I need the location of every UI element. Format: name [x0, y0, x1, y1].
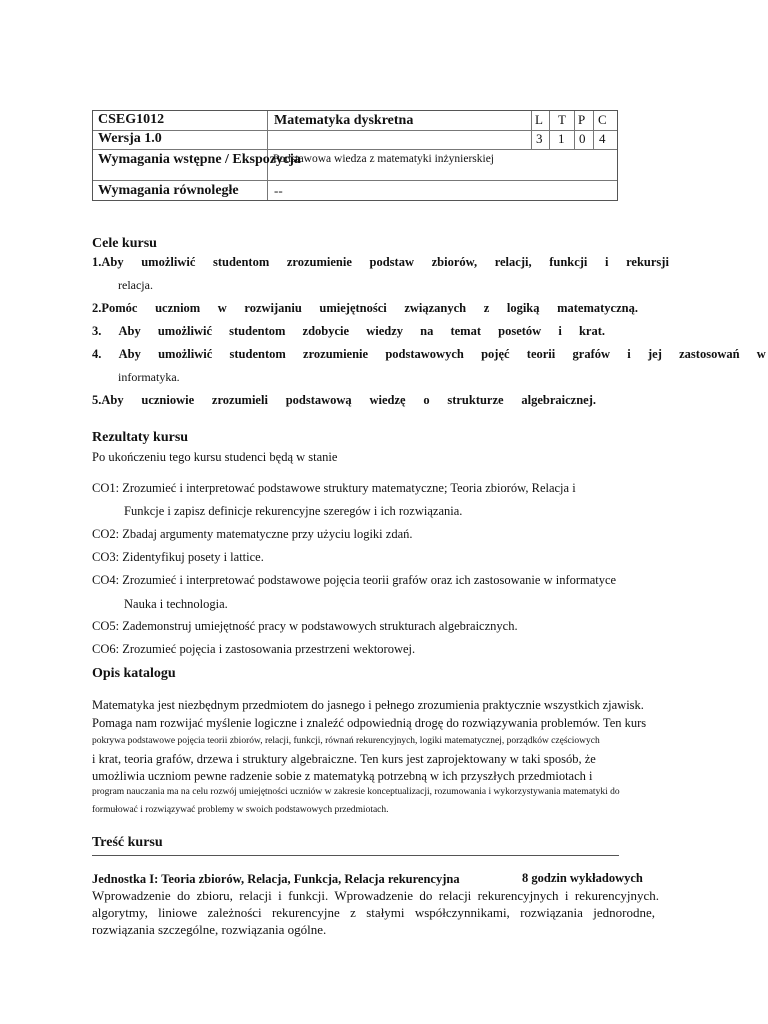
outcome-co4-cont: Nauka i technologia. — [124, 597, 228, 611]
outcomes-heading: Rezultaty kursu — [92, 430, 189, 445]
objective-word: w — [756, 347, 766, 361]
objective-item — [92, 255, 669, 270]
objective-word: algebraicznej. — [521, 393, 596, 407]
unit-hours: 8 godzin wykładowych — [522, 871, 643, 885]
objective-word: posetów — [498, 324, 542, 338]
row-divider — [93, 149, 617, 150]
catalog-line: pokrywa podstawowe pojęcia teorii zbiorów, relacji, funkcji, równań rekurencyjnych, logiki matematycznej, porządków częściowych — [92, 736, 600, 746]
objective-word: uczniowie — [141, 393, 195, 407]
row-divider — [93, 180, 617, 181]
corequisites-value: -- — [274, 183, 283, 198]
objective-item — [92, 393, 596, 408]
objective-word: relacji, — [494, 255, 532, 269]
course-header-table — [92, 110, 618, 201]
objective-word: grafów — [572, 347, 611, 361]
ltpc-label-c: C — [598, 112, 607, 127]
outcome-co2: CO2: Zbadaj argumenty matematyczne przy użyciu logiki zdań. — [92, 527, 413, 541]
objective-word: umożliwić — [158, 347, 213, 361]
outcomes-intro: Po ukończeniu tego kursu studenci będą w stanie — [92, 450, 338, 464]
objective-word: temat — [450, 324, 482, 338]
objective-word: na — [420, 324, 434, 338]
objective-word: rekursji — [626, 255, 669, 269]
outcome-co6: CO6: Zrozumieć pojęcia i zastosowania przestrzeni wektorowej. — [92, 642, 416, 656]
catalog-line: Pomaga nam rozwijać myślenie logiczne i znaleźć odpowiednią drogę do rozwiązywania problemów. Ten kurs — [92, 716, 647, 730]
prerequisites-label: Wymagania wstępne / Ekspozycja — [98, 152, 301, 167]
objective-word: zastosowań — [679, 347, 740, 361]
ltpc-value-t: 1 — [558, 131, 565, 146]
objective-word: podstawowych — [385, 347, 464, 361]
unit-line: algorytmy, liniowe zależności rekurencyjne z stałymi współczynnikami, rozwiązania jednorodne, — [92, 905, 655, 920]
objective-word: strukturze — [447, 393, 504, 407]
objective-word: i — [558, 324, 562, 338]
objective-word: matematyczną. — [557, 301, 638, 315]
column-divider — [549, 111, 550, 149]
corequisites-label: Wymagania równoległe — [98, 183, 239, 198]
column-divider — [574, 111, 575, 149]
catalog-line: umożliwia uczniom pewne radzenie sobie z matematyką potrzebną w ich przyszłych przedmiotach i — [92, 769, 593, 783]
ltpc-value-l: 3 — [536, 131, 543, 146]
catalog-line: formułować i rozwiązywać problemy w swoich podstawowych przedmiotach. — [92, 805, 389, 815]
objective-word: wiedzę — [369, 393, 406, 407]
objective-word: studentom — [229, 347, 286, 361]
objective-word: 3. — [92, 324, 102, 338]
objective-word: umożliwić — [157, 324, 213, 338]
objective-item-cont: relacja. — [118, 278, 153, 292]
objective-word: krat. — [578, 324, 605, 338]
objective-word: zrozumienie — [303, 347, 369, 361]
objective-word: 4. — [92, 347, 102, 361]
objective-word: studentom — [229, 324, 286, 338]
catalog-line: i krat, teoria grafów, drzewa i struktury algebraiczne. Ten kurs jest zaprojektowany w taki sposób, że — [92, 752, 596, 766]
objective-word: zrozumieli — [211, 393, 268, 407]
objective-word: związanych — [404, 301, 467, 315]
objective-item — [92, 347, 766, 362]
objective-word: Aby — [118, 324, 141, 338]
catalog-line: Matematyka jest niezbędnym przedmiotem do jasnego i pełnego zrozumienia praktycznie wszystkich zjawisk. — [92, 698, 644, 712]
outcome-co1-cont: Funkcje i zapisz definicje rekurencyjne szeregów i ich rozwiązania. — [124, 504, 463, 518]
objective-word: rozwijaniu — [244, 301, 302, 315]
content-heading: Treść kursu — [92, 835, 163, 850]
column-divider — [593, 111, 594, 149]
objective-word: 2.Pomóc — [92, 301, 138, 315]
objective-word: i — [627, 347, 631, 361]
objective-word: umiejętności — [319, 301, 387, 315]
objective-word: funkcji — [549, 255, 588, 269]
ltpc-value-c: 4 — [599, 131, 606, 146]
objective-word: 1.Aby — [92, 255, 124, 269]
unit-title: Jednostka I: Teoria zbiorów, Relacja, Funkcja, Relacja rekurencyjna — [92, 872, 460, 886]
objective-word: 5.Aby — [92, 393, 124, 407]
objective-word: studentom — [213, 255, 270, 269]
objective-word: uczniom — [155, 301, 201, 315]
objective-word: wiedzy — [366, 324, 404, 338]
outcome-co5: CO5: Zademonstruj umiejętność pracy w podstawowych strukturach algebraicznych. — [92, 619, 518, 633]
objective-word: i — [605, 255, 609, 269]
objective-word: zrozumienie — [286, 255, 352, 269]
ltpc-value-p: 0 — [579, 131, 586, 146]
ltpc-label-p: P — [578, 112, 586, 127]
objective-item — [92, 324, 605, 339]
ltpc-label-t: T — [558, 112, 566, 127]
objectives-heading: Cele kursu — [92, 236, 157, 251]
objective-item — [92, 301, 638, 316]
objective-word: teorii — [526, 347, 556, 361]
course-title: Matematyka dyskretna — [274, 113, 414, 128]
prerequisites-value: Podstawowa wiedza z matematyki inżynierskiej — [273, 153, 494, 165]
objective-word: o — [423, 393, 430, 407]
objective-word: z — [483, 301, 490, 315]
section-divider — [92, 855, 619, 856]
objective-word: zdobycie — [302, 324, 350, 338]
objective-word: podstawową — [285, 393, 352, 407]
objective-item-cont: informatyka. — [118, 370, 180, 384]
outcome-co1: CO1: Zrozumieć i interpretować podstawowe struktury matematyczne; Teoria zbiorów, Relacja i — [92, 481, 576, 495]
column-divider — [531, 111, 532, 149]
objective-word: podstaw — [369, 255, 414, 269]
unit-line: Wprowadzenie do zbioru, relacji i funkcji. Wprowadzenie do relacji rekurencyjnych i rekurencyjnych. — [92, 888, 659, 903]
outcome-co4: CO4: Zrozumieć i interpretować podstawowe pojęcia teorii grafów oraz ich zastosowanie w informatyce — [92, 573, 617, 587]
objective-word: logiką — [506, 301, 540, 315]
ltpc-label-l: L — [535, 112, 543, 127]
objective-word: w — [217, 301, 227, 315]
objective-word: jej — [648, 347, 662, 361]
catalog-heading: Opis katalogu — [92, 666, 176, 681]
unit-line: rozwiązania szczególne, rozwiązania ogólne. — [92, 922, 327, 937]
outcome-co3: CO3: Zidentyfikuj posety i lattice. — [92, 550, 264, 564]
objective-word: umożliwić — [141, 255, 196, 269]
course-code: CSEG1012 — [98, 112, 165, 127]
objective-word: zbiorów, — [431, 255, 478, 269]
course-version: Wersja 1.0 — [98, 131, 162, 146]
objective-word: pojęć — [481, 347, 510, 361]
objective-word: Aby — [118, 347, 141, 361]
catalog-line: program nauczania ma na celu rozwój umiejętności uczniów w zakresie konceptualizacji, rozumowania i wykorzystywania matematyki do — [92, 787, 620, 797]
